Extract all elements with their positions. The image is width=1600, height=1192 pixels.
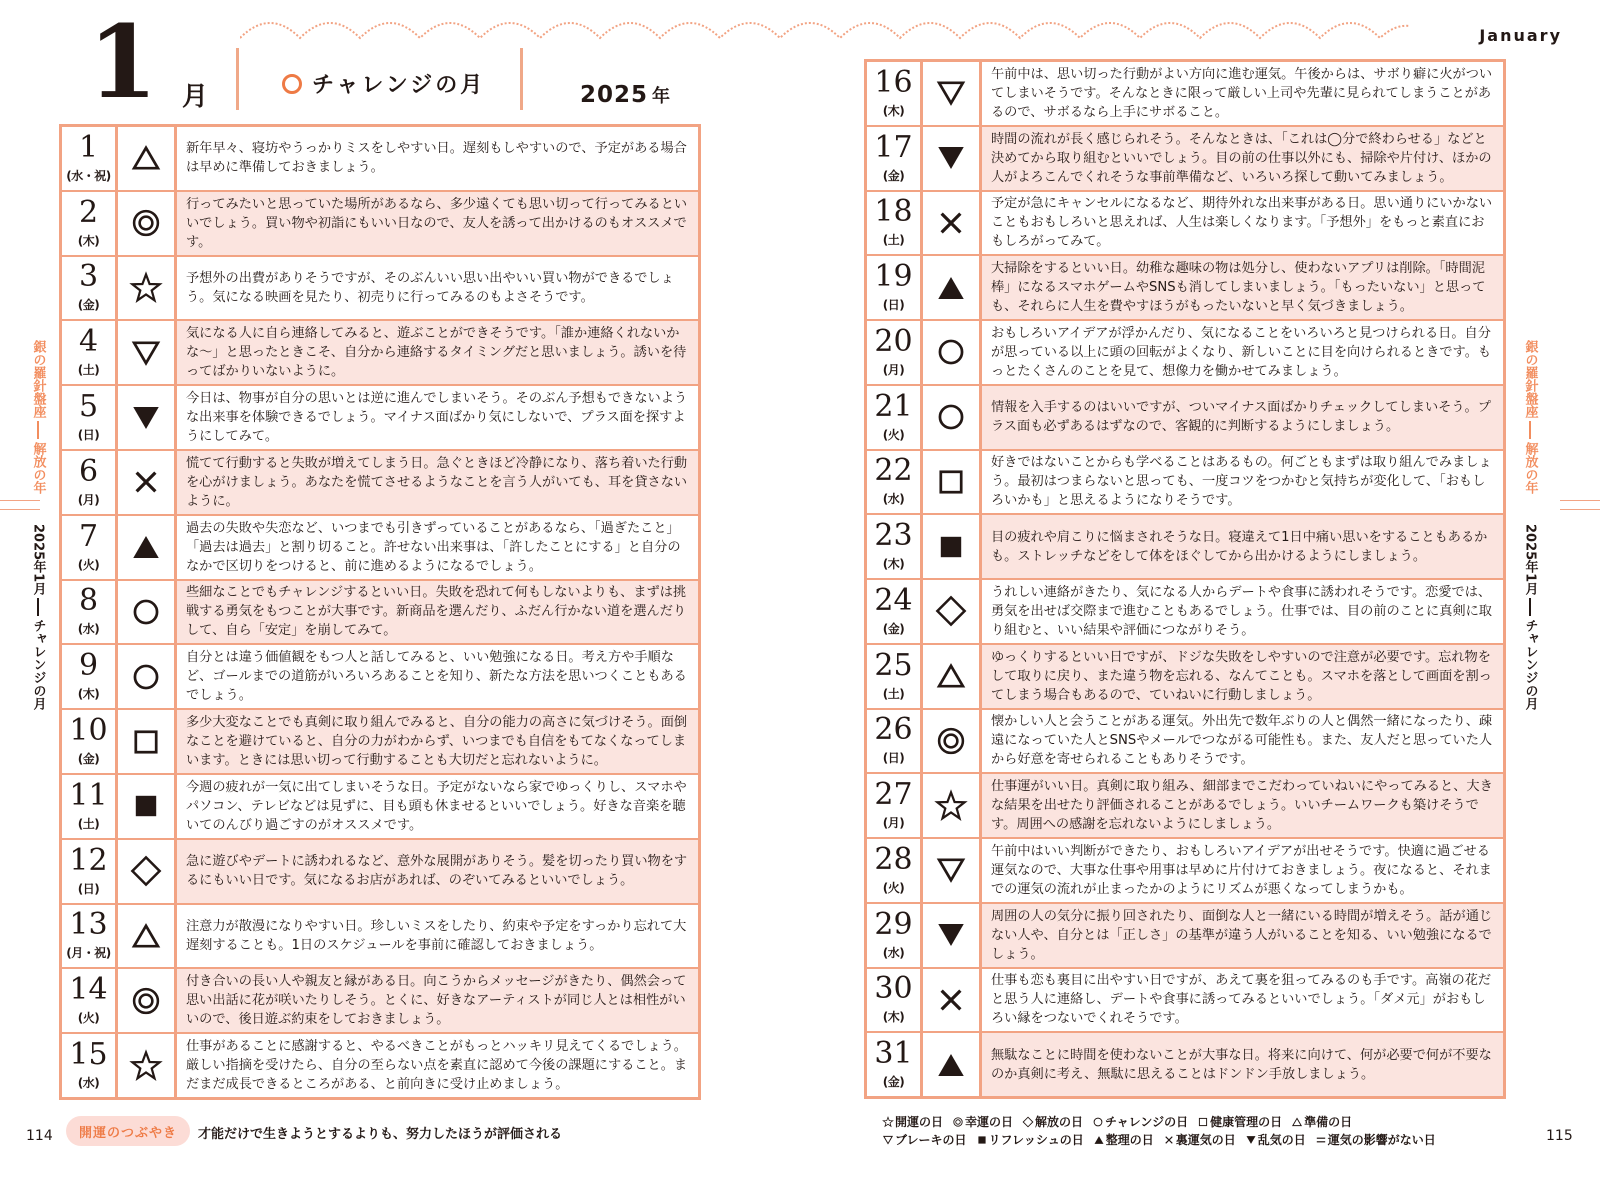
- day-date-cell: [62, 516, 115, 579]
- day-fortune-text: 過去の失敗や失恋など、いつまでも引きずっていることがあるなら、「過ぎたこと」「過去は過去」と割り切ること。許せない出来事は、「許したことにする」と自分のなかで区切りをつけると、前に進めるようになるでしょう。: [177, 516, 698, 579]
- side-tab-sign: 銀の羅針盤座: [1522, 340, 1538, 418]
- day-weekday: (月): [882, 816, 905, 831]
- day-symbol-cell: [118, 516, 174, 579]
- legend-label: 運気の影響がない日: [1327, 1133, 1436, 1147]
- day-weekday: (月): [882, 362, 905, 377]
- day-date-cell: [867, 127, 920, 190]
- equals-icon: [1315, 1134, 1327, 1146]
- day-symbol-cell: [118, 905, 174, 968]
- down-triangle-filled-icon: [934, 141, 968, 175]
- page-number-left: 114: [26, 1128, 53, 1144]
- legend-label: 乱気の日: [1257, 1133, 1306, 1147]
- legend-item: [1315, 1131, 1436, 1149]
- day-date-cell: [867, 386, 920, 449]
- day-number: 18: [874, 194, 913, 230]
- day-fortune-text: 予定が急にキャンセルになるなど、期待外れな出来事がある日。思い通りにいかないこともおもしろいと思えれば、人生は楽しくなります。「予想外」をもっと素直におもしろがってみて。: [982, 192, 1503, 255]
- day-row: [62, 969, 698, 1032]
- day-number: 23: [874, 518, 913, 554]
- day-symbol-cell: [118, 775, 174, 838]
- day-weekday: (金): [77, 752, 100, 767]
- symbol-legend: [882, 1113, 1436, 1149]
- calendar-table-right: [864, 59, 1506, 1099]
- legend-item: [1022, 1113, 1083, 1131]
- day-date-cell: [867, 969, 920, 1032]
- day-date-cell: [867, 710, 920, 773]
- circle-outline-icon: [282, 74, 302, 94]
- day-symbol-cell: [923, 774, 979, 837]
- legend-label: 準備の日: [1304, 1115, 1353, 1129]
- day-weekday: (月): [77, 492, 100, 507]
- day-row: [62, 516, 698, 579]
- day-fortune-text: 注意力が散漫になりやすい日。珍しいミスをしたり、約束や予定をすっかり忘れて大遅刻することも。1日のスケジュールを事前に確認しておきましょう。: [177, 905, 698, 968]
- square-filled-icon: [976, 1134, 988, 1146]
- day-date-cell: [62, 257, 115, 320]
- day-row: [867, 1033, 1503, 1096]
- day-symbol-cell: [923, 386, 979, 449]
- side-tab-divider: [1529, 421, 1531, 439]
- day-date-cell: [62, 840, 115, 903]
- day-weekday: (土): [77, 363, 100, 378]
- legend-item: [976, 1131, 1084, 1149]
- day-fortune-text: 予想外の出費がありそうですが、そのぶんいい思い出やいい買い物ができるでしょう。気になる映画を見たり、初売りに行ってみるのもよさそうです。: [177, 257, 698, 320]
- day-row: [62, 905, 698, 968]
- legend-item: [882, 1113, 943, 1131]
- day-weekday: (木): [882, 1010, 905, 1025]
- day-row: [62, 645, 698, 708]
- day-weekday: (金): [882, 168, 905, 183]
- cross-icon: [129, 465, 163, 499]
- circle-outline-icon: [1092, 1116, 1104, 1128]
- star-outline-icon: [934, 789, 968, 823]
- day-number: 8: [78, 583, 99, 619]
- day-fortune-text: 自分とは違う価値観をもつ人と話してみると、いい勉強になる日。考え方や手順など、ゴールまでの道筋がいろいろあることを知り、新たな方法を思いつくこともあるでしょう。: [177, 645, 698, 708]
- day-symbol-cell: [923, 580, 979, 643]
- cross-icon: [1163, 1134, 1175, 1146]
- legend-item: [882, 1131, 967, 1149]
- side-tab-date: 2025年1月: [1522, 524, 1538, 596]
- day-symbol-cell: [923, 62, 979, 125]
- day-number: 17: [874, 129, 913, 165]
- side-tab-date: 2025年1月: [30, 524, 46, 596]
- month-number: 1: [88, 3, 158, 121]
- day-date-cell: [867, 645, 920, 708]
- day-weekday: (水): [882, 492, 905, 507]
- day-symbol-cell: [923, 969, 979, 1032]
- legend-item: [1245, 1131, 1306, 1149]
- down-triangle-outline-icon: [934, 853, 968, 887]
- scalloped-border-decoration: [240, 6, 1410, 46]
- legend-label: チャレンジの日: [1105, 1115, 1189, 1129]
- day-number: 2: [78, 194, 99, 230]
- day-number: 14: [69, 972, 108, 1008]
- square-filled-icon: [129, 789, 163, 823]
- down-triangle-filled-icon: [129, 401, 163, 435]
- star-outline-icon: [129, 1049, 163, 1083]
- day-row: [867, 62, 1503, 125]
- day-fortune-text: 今週の疲れが一気に出てしまいそうな日。予定がないなら家でゆっくりし、スマホやパソコン、テレビなどは見ずに、目も頭も休ませるといいでしょう。好きな音楽を聴いてのんびり過ごすのがオススメです。: [177, 775, 698, 838]
- down-triangle-filled-icon: [934, 918, 968, 952]
- year-unit: 年: [652, 86, 672, 107]
- day-number: 4: [78, 324, 99, 360]
- day-row: [867, 969, 1503, 1032]
- day-weekday: (月・祝): [66, 946, 111, 961]
- day-weekday: (火): [77, 1011, 100, 1026]
- day-row: [62, 257, 698, 320]
- down-triangle-outline-icon: [934, 76, 968, 110]
- side-tab-left: [28, 340, 48, 710]
- day-symbol-cell: [118, 710, 174, 773]
- page-number-right: 115: [1546, 1128, 1573, 1144]
- triangle-outline-icon: [934, 659, 968, 693]
- triangle-outline-icon: [129, 141, 163, 175]
- day-date-cell: [867, 904, 920, 967]
- day-weekday: (土): [882, 686, 905, 701]
- day-symbol-cell: [923, 645, 979, 708]
- legend-item: [1092, 1113, 1188, 1131]
- legend-label: 開運の日: [895, 1115, 944, 1129]
- legend-item: [1291, 1113, 1352, 1131]
- day-weekday: (火): [882, 880, 905, 895]
- triangle-filled-icon: [129, 530, 163, 564]
- square-outline-icon: [934, 465, 968, 499]
- day-fortune-text: 行ってみたいと思っていた場所があるなら、多少遠くても思い切って行ってみるといいでしょう。買い物や初詣にもいい日なので、友人を誘って出かけるのもオススメです。: [177, 192, 698, 255]
- day-number: 3: [78, 259, 99, 295]
- day-row: [62, 710, 698, 773]
- day-fortune-text: 多少大変なことでも真剣に取り組んでみると、自分の能力の高さに気づけそう。面倒なことを避けていると、自分の力がわからず、いつまでも自信をもてなくなってしまいます。ときには思い切って行動することも大切だと忘れないように。: [177, 710, 698, 773]
- day-symbol-cell: [118, 840, 174, 903]
- double-circle-icon: [952, 1116, 964, 1128]
- day-symbol-cell: [923, 839, 979, 902]
- day-row: [867, 386, 1503, 449]
- day-symbol-cell: [118, 645, 174, 708]
- day-weekday: (土): [77, 816, 100, 831]
- day-row: [62, 840, 698, 903]
- day-fortune-text: 付き合いの長い人や親友と縁がある日。向こうからメッセージがきたり、偶然会って思い出話に花が咲いたりしそう。とくに、好きなアーティストが同じ人とは相性がいいので、後日遊ぶ約束をしておきましょう。: [177, 969, 698, 1032]
- day-number: 21: [874, 388, 913, 424]
- day-symbol-cell: [923, 1033, 979, 1096]
- day-row: [867, 774, 1503, 837]
- side-tab-rule-right: [1560, 500, 1600, 510]
- day-date-cell: [867, 321, 920, 384]
- day-number: 26: [874, 712, 913, 748]
- diamond-outline-icon: [1022, 1116, 1034, 1128]
- day-row: [867, 451, 1503, 514]
- day-date-cell: [62, 451, 115, 514]
- day-weekday: (日): [882, 298, 905, 313]
- day-number: 29: [874, 906, 913, 942]
- day-weekday: (金): [882, 1075, 905, 1090]
- legend-label: 解放の日: [1035, 1115, 1084, 1129]
- day-weekday: (水): [77, 1076, 100, 1091]
- day-weekday: (火): [882, 427, 905, 442]
- day-fortune-text: 気になる人に自ら連絡してみると、遊ぶことができそうです。「誰か連絡くれないかな〜」と思ったときこそ、自分から連絡するタイミングだと思いましょう。誘いを待ってばかりいないように。: [177, 321, 698, 384]
- day-number: 11: [69, 777, 108, 813]
- day-number: 28: [874, 841, 913, 877]
- triangle-outline-icon: [129, 919, 163, 953]
- side-tab-theme: チャレンジの月: [30, 619, 46, 711]
- triangle-filled-icon: [934, 1048, 968, 1082]
- day-symbol-cell: [118, 321, 174, 384]
- day-symbol-cell: [118, 451, 174, 514]
- day-symbol-cell: [923, 256, 979, 319]
- side-tab-sign: 銀の羅針盤座: [30, 340, 46, 418]
- side-tab-theme: チャレンジの月: [1522, 619, 1538, 711]
- legend-row: [882, 1113, 1436, 1131]
- down-triangle-outline-icon: [882, 1134, 894, 1146]
- double-circle-icon: [129, 984, 163, 1018]
- day-date-cell: [62, 775, 115, 838]
- day-row: [867, 127, 1503, 190]
- day-symbol-cell: [923, 710, 979, 773]
- day-number: 22: [874, 453, 913, 489]
- day-date-cell: [867, 774, 920, 837]
- day-row: [62, 451, 698, 514]
- day-weekday: (木): [882, 557, 905, 572]
- day-number: 27: [874, 777, 913, 813]
- day-weekday: (土): [882, 233, 905, 248]
- day-symbol-cell: [923, 192, 979, 255]
- day-symbol-cell: [118, 127, 174, 190]
- side-tab-cycle: 解放の年: [30, 442, 46, 494]
- day-date-cell: [867, 192, 920, 255]
- side-tab-right: [1520, 340, 1540, 710]
- header-divider: [236, 48, 239, 110]
- circle-outline-icon: [129, 660, 163, 694]
- fortune-tag: 開運のつぶやき: [66, 1116, 190, 1146]
- day-row: [867, 839, 1503, 902]
- legend-item: [1197, 1113, 1282, 1131]
- down-triangle-outline-icon: [129, 336, 163, 370]
- day-weekday: (日): [77, 428, 100, 443]
- day-fortune-text: 周囲の人の気分に振り回されたり、面倒な人と一緒にいる時間が増えそう。話が通じない人や、自分とは「正しさ」の基準が違う人がいることを知る、いい勉強になるでしょう。: [982, 904, 1503, 967]
- legend-label: 健康管理の日: [1210, 1115, 1283, 1129]
- day-fortune-text: 仕事も恋も裏目に出やすい日ですが、あえて裏を狙ってみるのも手です。高嶺の花だと思う人に連絡し、デートや食事に誘ってみるといいでしょう。「ダメ元」がおもしろい縁をつないでくれそうです。: [982, 969, 1503, 1032]
- day-fortune-text: 慌てて行動すると失敗が増えてしまう日。急ぐときほど冷静になり、落ち着いた行動を心がけましょう。あなたを慌てさせるようなことを言う人がいても、耳を貸さないように。: [177, 451, 698, 514]
- day-fortune-text: 時間の流れが長く感じられそう。そんなときは、「これは◯分で終わらせる」などと決めてから取り組むといいでしょう。目の前の仕事以外にも、掃除や片付け、ほかの人がよろこんでくれそうな事前準備など、いろいろ探して動いてみましょう。: [982, 127, 1503, 190]
- day-row: [867, 321, 1503, 384]
- day-fortune-text: 急に遊びやデートに誘われるなど、意外な展開がありそう。髪を切ったり買い物をするにもいい日です。気になるお店があれば、のぞいてみるといいでしょう。: [177, 840, 698, 903]
- day-fortune-text: 大掃除をするといい日。幼稚な趣味の物は処分し、使わないアプリは削除。「時間泥棒」になるスマホゲームやSNSも消してしまいましょう。「もったいない」と思っても、それらに人生を費やすほうがもったいないと早く気づきましょう。: [982, 256, 1503, 319]
- legend-label: ブレーキの日: [895, 1133, 967, 1147]
- triangle-filled-icon: [934, 271, 968, 305]
- day-fortune-text: 今日は、物事が自分の思いとは逆に進んでしまいそう。そのぶん予想もできないような出来事を体験できるでしょう。マイナス面ばかり気にしないで、プラス面を探すようにしてみて。: [177, 386, 698, 449]
- day-fortune-text: 懐かしい人と会うことがある運気。外出先で数年ぶりの人と偶然一緒になったり、疎遠になっていた人とSNSやメールでつながる可能性も。また、友人だと思っていた人から好意を寄せられることもありそうです。: [982, 710, 1503, 773]
- day-symbol-cell: [923, 904, 979, 967]
- day-weekday: (日): [77, 881, 100, 896]
- day-number: 25: [874, 647, 913, 683]
- day-row: [867, 256, 1503, 319]
- day-fortune-text: 新年早々、寝坊やうっかりミスをしやすい日。遅刻もしやすいので、予定がある場合は早めに準備しておきましょう。: [177, 127, 698, 190]
- legend-label: リフレッシュの日: [988, 1133, 1084, 1147]
- day-weekday: (金): [882, 621, 905, 636]
- day-fortune-text: おもしろいアイデアが浮かんだり、気になることをいろいろと見つけられる日。自分が思っている以上に頭の回転がよくなり、新しいことに目を向けられるときです。もっとたくさんのことを見て、想像力を働かせてみましょう。: [982, 321, 1503, 384]
- square-filled-icon: [934, 530, 968, 564]
- year-label: [580, 82, 671, 108]
- side-tab-divider: [37, 598, 39, 616]
- day-row: [62, 321, 698, 384]
- circle-outline-icon: [934, 400, 968, 434]
- triangle-filled-icon: [1093, 1134, 1105, 1146]
- legend-item: [1163, 1131, 1236, 1149]
- day-fortune-text: 午前中は、思い切った行動がよい方向に進む運気。午後からは、サボり癖に火がついてしまいそうです。そんなときに限って厳しい上司や先輩に見られてしまうことがあるので、サボるなら上手にサボること。: [982, 62, 1503, 125]
- day-symbol-cell: [923, 127, 979, 190]
- day-row: [62, 775, 698, 838]
- day-date-cell: [62, 192, 115, 255]
- cross-icon: [934, 206, 968, 240]
- day-symbol-cell: [923, 451, 979, 514]
- double-circle-icon: [934, 724, 968, 758]
- diamond-outline-icon: [934, 594, 968, 628]
- day-number: 9: [78, 648, 99, 684]
- day-number: 5: [78, 389, 99, 425]
- english-month-label: January: [1479, 26, 1562, 45]
- day-number: 13: [69, 907, 108, 943]
- day-fortune-text: 仕事運がいい日。真剣に取り組み、細部までこだわっていねいにやってみると、大きな結果を出せたり評価されることがあるでしょう。いいチームワークも築けそうです。周囲への感謝を忘れないようにしましょう。: [982, 774, 1503, 837]
- side-tab-cycle: 解放の年: [1522, 442, 1538, 494]
- day-date-cell: [867, 1033, 920, 1096]
- day-weekday: (木): [77, 687, 100, 702]
- day-row: [867, 710, 1503, 773]
- day-date-cell: [62, 386, 115, 449]
- circle-outline-icon: [129, 595, 163, 629]
- day-date-cell: [62, 905, 115, 968]
- day-date-cell: [867, 256, 920, 319]
- day-number: 6: [78, 453, 99, 489]
- side-tab-divider: [1529, 598, 1531, 616]
- day-fortune-text: 仕事があることに感謝すると、やるべきことがもっとハッキリ見えてくるでしょう。厳しい指摘を受けたら、自分の至らない点を素直に認めて今後の課題にすること。まだまだ成長できるところがある、と前向きに受け止めましょう。: [177, 1034, 698, 1097]
- day-symbol-cell: [118, 257, 174, 320]
- day-date-cell: [867, 515, 920, 578]
- day-weekday: (水): [882, 945, 905, 960]
- down-triangle-filled-icon: [1245, 1134, 1257, 1146]
- square-outline-icon: [1197, 1116, 1209, 1128]
- day-date-cell: [62, 969, 115, 1032]
- day-row: [62, 581, 698, 644]
- day-row: [62, 386, 698, 449]
- header-divider: [520, 48, 523, 110]
- day-symbol-cell: [118, 386, 174, 449]
- circle-outline-icon: [934, 335, 968, 369]
- day-row: [867, 904, 1503, 967]
- day-weekday: (金): [77, 298, 100, 313]
- day-row: [867, 580, 1503, 643]
- day-number: 7: [78, 518, 99, 554]
- day-row: [867, 645, 1503, 708]
- day-symbol-cell: [118, 581, 174, 644]
- day-fortune-text: 些細なことでもチャレンジするといい日。失敗を恐れて何もしないよりも、まずは挑戦する勇気をもつことが大事です。新商品を選んだり、ふだん行かない道を選んだりして、自ら「安定」を崩してみて。: [177, 581, 698, 644]
- day-fortune-text: 無駄なことに時間を使わないことが大事な日。将来に向けて、何が必要で何が不要なのか真剣に考え、無駄に思えることはドンドン手放しましょう。: [982, 1033, 1503, 1096]
- day-fortune-text: うれしい連絡がきたり、気になる人からデートや食事に誘われそうです。恋愛では、勇気を出せば交際まで進むこともあるでしょう。仕事では、目の前のことに真剣に取り組むと、いい結果や評価につながりそう。: [982, 580, 1503, 643]
- legend-label: 幸運の日: [965, 1115, 1014, 1129]
- day-weekday: (水): [77, 622, 100, 637]
- day-row: [62, 192, 698, 255]
- day-number: 12: [69, 842, 108, 878]
- day-date-cell: [867, 580, 920, 643]
- day-date-cell: [62, 127, 115, 190]
- day-weekday: (木): [77, 233, 100, 248]
- month-theme: [282, 68, 485, 99]
- day-number: 15: [69, 1037, 108, 1073]
- day-fortune-text: 情報を入手するのはいいですが、ついマイナス面ばかりチェックしてしまいそう。プラス面も必ずあるはずなので、客観的に判断するようにしましょう。: [982, 386, 1503, 449]
- day-date-cell: [62, 710, 115, 773]
- day-weekday: (水・祝): [66, 168, 111, 183]
- day-date-cell: [62, 321, 115, 384]
- month-unit-label: 月: [182, 82, 209, 112]
- day-symbol-cell: [118, 192, 174, 255]
- day-fortune-text: 午前中はいい判断ができたり、おもしろいアイデアが出せそうです。快適に過ごせる運気なので、大事な仕事や用事は早めに片付けておきましょう。夜になると、それまでの運気の流れが止まったかのようにリズムが悪くなってしまうかも。: [982, 839, 1503, 902]
- day-row: [62, 1034, 698, 1097]
- day-fortune-text: 好きではないことからも学べることはあるもの。何ごともまずは取り組んでみましょう。最初はつまらないと思っても、一度コツをつかむと気持ちが変化して、「おもしろいかも」と思えるようになりそうです。: [982, 451, 1503, 514]
- fortune-text: 才能だけで生きようとするよりも、努力したほうが評価される: [198, 1127, 563, 1142]
- day-number: 31: [874, 1036, 913, 1072]
- year-number: 2025: [580, 82, 649, 108]
- legend-label: 整理の日: [1105, 1133, 1154, 1147]
- star-outline-icon: [129, 271, 163, 305]
- day-row: [62, 127, 698, 190]
- triangle-outline-icon: [1291, 1116, 1303, 1128]
- day-weekday: (火): [77, 557, 100, 572]
- day-number: 24: [874, 582, 913, 618]
- day-date-cell: [867, 451, 920, 514]
- day-date-cell: [867, 62, 920, 125]
- day-fortune-text: ゆっくりするといい日ですが、ドジな失敗をしやすいので注意が必要です。忘れ物をして取りに戻り、また違う物を忘れる、なんてことも。スマホを落として画面を割ってしまう場合もあるので、ていねいに行動しましょう。: [982, 645, 1503, 708]
- day-symbol-cell: [118, 1034, 174, 1097]
- day-date-cell: [867, 839, 920, 902]
- day-symbol-cell: [923, 321, 979, 384]
- day-weekday: (木): [882, 103, 905, 118]
- side-tab-divider: [37, 421, 39, 439]
- legend-row: [882, 1131, 1436, 1149]
- day-number: 30: [874, 971, 913, 1007]
- cross-icon: [934, 983, 968, 1017]
- day-number: 16: [874, 64, 913, 100]
- day-fortune-text: 目の疲れや肩こりに悩まされそうな日。寝違えて1日中痛い思いをすることもあるかも。ストレッチなどをして体をほぐしてから出かけるようにしましょう。: [982, 515, 1503, 578]
- day-number: 19: [874, 259, 913, 295]
- square-outline-icon: [129, 725, 163, 759]
- day-number: 20: [874, 323, 913, 359]
- legend-label: 裏運気の日: [1175, 1133, 1236, 1147]
- month-theme-label: チャレンジの月: [312, 73, 486, 98]
- legend-item: [952, 1113, 1013, 1131]
- day-symbol-cell: [923, 515, 979, 578]
- diamond-outline-icon: [129, 854, 163, 888]
- day-date-cell: [62, 581, 115, 644]
- day-date-cell: [62, 1034, 115, 1097]
- day-weekday: (日): [882, 751, 905, 766]
- day-number: 10: [69, 713, 108, 749]
- star-outline-icon: [882, 1116, 894, 1128]
- double-circle-icon: [129, 206, 163, 240]
- day-number: 1: [78, 129, 99, 165]
- day-date-cell: [62, 645, 115, 708]
- day-row: [867, 515, 1503, 578]
- day-symbol-cell: [118, 969, 174, 1032]
- day-row: [867, 192, 1503, 255]
- legend-item: [1093, 1131, 1154, 1149]
- calendar-table-left: [59, 124, 701, 1100]
